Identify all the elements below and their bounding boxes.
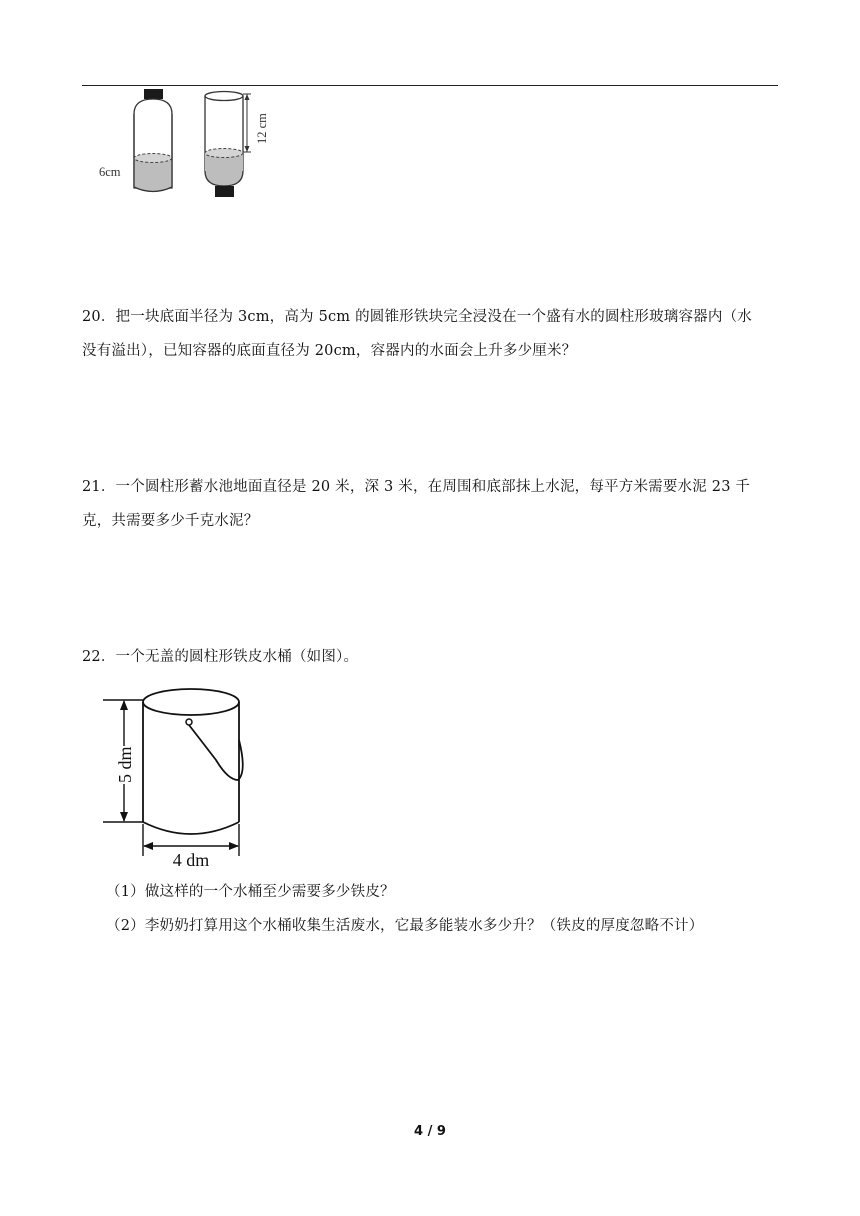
question-22-sub-2: （2）李奶奶打算用这个水桶收集生活废水，它最多能装水多少升？（铁皮的厚度忽略不计）	[106, 918, 704, 934]
question-20-line-2: 没有溢出），已知容器的底面直径为 20cm，容器内的水面会上升多少厘米？	[82, 343, 577, 359]
question-22-sub-1: （1）做这样的一个水桶至少需要多少铁皮？	[106, 884, 395, 900]
question-21-line-1: 21．一个圆柱形蓄水池地面直径是 20 米，深 3 米，在周围和底部抹上水泥，每平方米需要水泥 23 千	[82, 479, 751, 495]
bottle-water-height-label: 6cm	[99, 165, 121, 179]
bucket-width-label: 4 dm	[172, 850, 210, 870]
bottles-figure	[96, 86, 286, 201]
air-height-dimension	[243, 94, 251, 152]
bucket-handle	[186, 719, 243, 780]
page-number: 4 / 9	[414, 1124, 446, 1139]
question-20-line-1: 20．把一块底面半径为 3cm，高为 5cm 的圆锥形铁块完全浸没在一个盛有水的圆柱形玻璃容器内（水	[82, 309, 752, 325]
bucket-figure	[98, 680, 258, 870]
bucket-height-label: 5 dm	[115, 746, 135, 783]
bottle-inverted	[205, 92, 243, 198]
bucket-body	[143, 689, 239, 834]
bottle-upright	[134, 89, 172, 192]
question-21-line-2: 克，共需要多少千克水泥？	[82, 513, 259, 529]
question-20	[82, 300, 782, 368]
question-21	[82, 470, 782, 538]
air-height-label: 12 cm	[255, 113, 269, 144]
question-22-line-1: 22．一个无盖的圆柱形铁皮水桶（如图）。	[82, 649, 359, 665]
question-22	[82, 640, 782, 674]
